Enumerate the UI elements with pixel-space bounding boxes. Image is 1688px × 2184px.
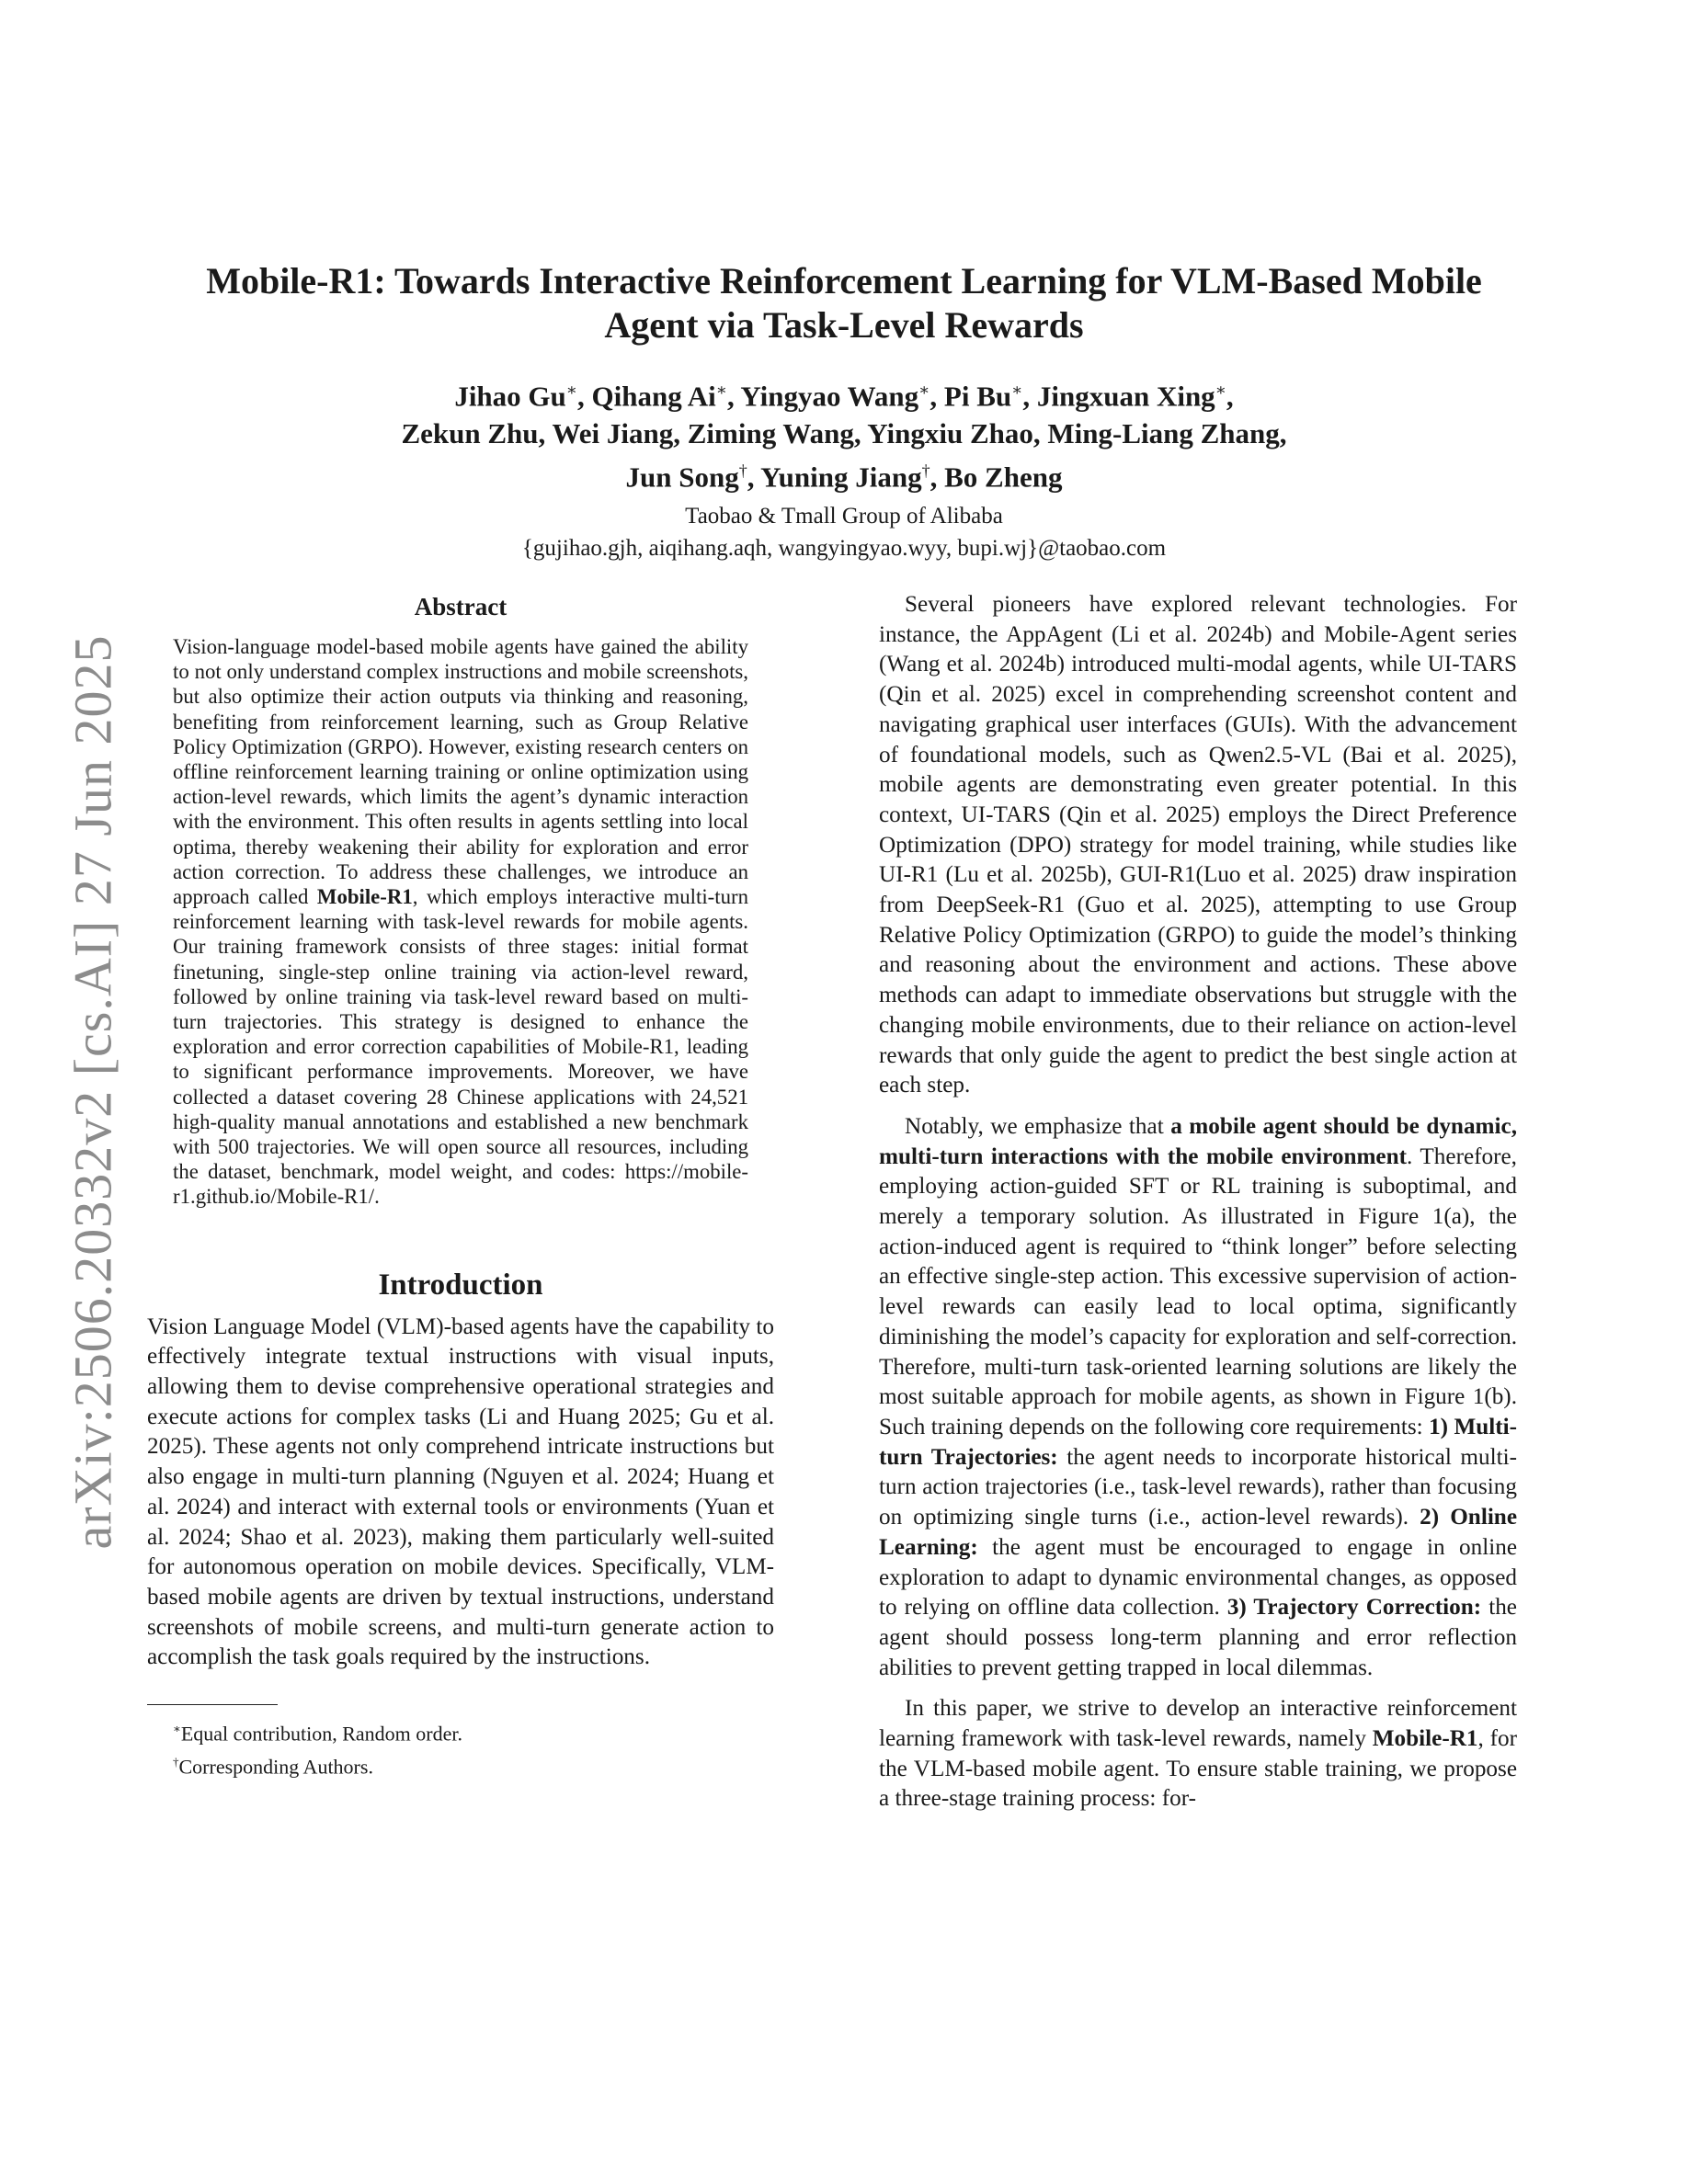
key-claim: a mobile agent should be dynamic, multi-turn interactions with the mobile environment: [879, 1113, 1517, 1169]
author-name: Qihang Ai: [591, 380, 716, 413]
equal-contribution-mark: ∗: [918, 381, 930, 399]
affiliation: Taobao & Tmall Group of Alibaba: [685, 503, 1003, 529]
author-line-1: Jihao Gu∗, Qihang Ai∗, Yingyao Wang∗, Pi Bu∗, Jingxuan Xing∗,: [454, 380, 1234, 413]
body-paragraph-pioneers: Several pioneers have explored relevant technologies. For instance, the AppAgent (Li et al. 2024b) and Mobile-Agent series (Wang et al. 2024b) introduced multi-modal agents, while UI-TARS (Qin et al. 2025) excel in comprehending screenshot content and navigating graphical user interfaces (GUIs). With the advancement of foundational models, such as Qwen2.5-VL (Bai et al. 2025), mobile agents are demonstrating even greater potential. In this context, UI-TARS (Qin et al. 2025) employs the Direct Preference Optimization (DPO) strategy for model training, while studies like UI-R1 (Lu et al. 2025b), GUI-R1(Luo et al. 2025) draw inspiration from DeepSeek-R1 (Guo et al. 2025), attempting to use Group Relative Policy Optimization (GRPO) to guide the model’s thinking and reasoning about the environment and actions. These above methods can adapt to immediate observations but struggle with the changing mobile environments, due to their reliance on action-level rewards that only guide the agent to predict the best single action at each step.: [879, 592, 1517, 1098]
left-column: [147, 590, 774, 1781]
method-name: Mobile-R1: [316, 885, 413, 909]
title-line-2: Agent via Task-Level Rewards: [604, 304, 1084, 346]
title-line-1: Mobile-R1: Towards Interactive Reinforcement Learning for VLM-Based Mobile: [206, 260, 1482, 301]
author-line-2: Zekun Zhu, Wei Jiang, Ziming Wang, Yingxiu Zhao, Ming-Liang Zhang,: [401, 417, 1287, 450]
equal-contribution-mark: ∗: [1011, 381, 1023, 399]
author-emails: {gujihao.gjh, aiqihang.aqh, wangyingyao.wyy, bupi.wj}@taobao.com: [521, 535, 1167, 561]
requirement-3-label: 3) Trajectory Correction:: [1226, 1595, 1482, 1621]
equal-contribution-mark: ∗: [715, 381, 727, 399]
author-name: Yuning Jiang: [760, 461, 922, 494]
method-name: Mobile-R1: [1372, 1726, 1478, 1752]
corresponding-author-mark: †: [921, 461, 930, 481]
paper-title: [138, 259, 1550, 347]
equal-contribution-mark: ∗: [1215, 381, 1226, 399]
introduction-heading: Introduction: [378, 1268, 543, 1302]
body-paragraph-contribution: In this paper, we strive to develop an interactive reinforcement learning framework with task-level rewards, namely Mobile-R1, for the VLM-based mobile agent. To ensure stable training, we propose a three-stage training process: for-: [879, 1696, 1518, 1812]
author-name: Yingyao Wang: [740, 380, 919, 413]
footnote-divider: [147, 1704, 278, 1705]
body-paragraph-multi-turn: Notably, we emphasize that a mobile agent should be dynamic, multi-turn interactions with the mobile environment. Therefore, employing action-guided SFT or RL training is suboptimal, and merely a temporary solution. As illustrated in Figure 1(a), the action-induced agent is required to “think longer” before selecting an effective single-step action. This excessive supervision of action-level rewards can easily lead to local optima, significantly diminishing the model’s capacity for exploration and self-correction. Therefore, multi-turn task-oriented learning solutions are likely the most suitable approach for mobile agents, as shown in Figure 1(b). Such training depends on the following core requirements: 1) Multi-turn Trajectories: the agent needs to incorporate historical multi-turn action trajectories (i.e., task-level rewards), rather than focusing on optimizing single turns (i.e., action-level rewards). 2) Online Learning: the agent must be encouraged to engage in online exploration to adapt to dynamic environmental changes, as opposed to relying on offline data collection. 3) Trajectory Correction: the agent should possess long-term planning and error reflection abilities to prevent getting trapped in local dilemmas.: [879, 1113, 1517, 1680]
paper-header: [138, 259, 1550, 564]
requirement-2-label: 2) Online Learning:: [879, 1505, 1517, 1560]
introduction-paragraph-1: Vision Language Model (VLM)-based agents have the capability to effectively integrate textual instructions with visual inputs, allowing them to devise comprehensive operational strategies and execute actions for complex tasks (Li and Huang 2025; Gu et al. 2025). These agents not only comprehend intricate instructions but also engage in multi-turn planning (Nguyen et al. 2024; Huang et al. 2024) and interact with external tools or environments (Yuan et al. 2024; Shao et al. 2023), making them particularly well-suited for autonomous operation on mobile devices. Specifically, VLM-based mobile agents are driven by textual instructions, understand screenshots of mobile screens, and multi-turn generate action to accomplish the task goals required by the instructions.: [147, 1314, 774, 1670]
abstract-heading: Abstract: [414, 593, 508, 620]
arxiv-identifier-stamp: arXiv:2506.20332v2 [cs.AI] 27 Jun 2025: [63, 634, 123, 1550]
abstract-text: Vision-language model-based mobile agents have gained the ability to not only understand complex instructions and mobile screenshots, but also optimize their action outputs via thinking and reasoning, benefiting from reinforcement learning, such as Group Relative Policy Optimization (GRPO). However, existing research centers on offline reinforcement learning training or online optimization using action-level rewards, which limits the agent’s dynamic interaction with the environment. This often results in agents settling into local optima, thereby weakening their ability for exploration and error action correction. To address these challenges, we introduce an approach called Mobile-R1, which employs interactive multi-turn reinforcement learning with task-level rewards for mobile agents. Our training framework consists of three stages: initial format finetuning, single-step online training via action-level reward, followed by online training via task-level reward based on multi-turn trajectories. This strategy is designed to enhance the exploration and error correction capabilities of Mobile-R1, leading to significant performance improvements. Moreover, we have collected a dataset covering 28 Chinese applications with 24,521 high-quality manual annotations and established a new benchmark with 500 trajectories. We will open source all resources, including the dataset, benchmark, model weight, and codes: https://mobile-r1.github.io/Mobile-R1/.: [173, 635, 748, 1209]
footnote-corresponding-authors: †Corresponding Authors.: [173, 1755, 373, 1779]
corresponding-author-mark: †: [738, 461, 747, 481]
requirement-1-label: 1) Multi-turn Trajectories:: [879, 1414, 1517, 1470]
author-name: Bo Zheng: [944, 461, 1063, 494]
author-line-3: Jun Song†, Yuning Jiang†, Bo Zheng: [625, 461, 1063, 494]
author-name: Pi Bu: [943, 380, 1012, 413]
author-name: Jihao Gu: [454, 380, 566, 413]
equal-contribution-mark: ∗: [565, 381, 578, 399]
author-name: Jingxuan Xing: [1036, 380, 1215, 413]
footnote-equal-contribution: ∗Equal contribution, Random order.: [173, 1722, 462, 1746]
author-list: [138, 371, 1550, 496]
right-column: [879, 590, 1517, 1814]
author-name: Jun Song: [625, 461, 739, 494]
